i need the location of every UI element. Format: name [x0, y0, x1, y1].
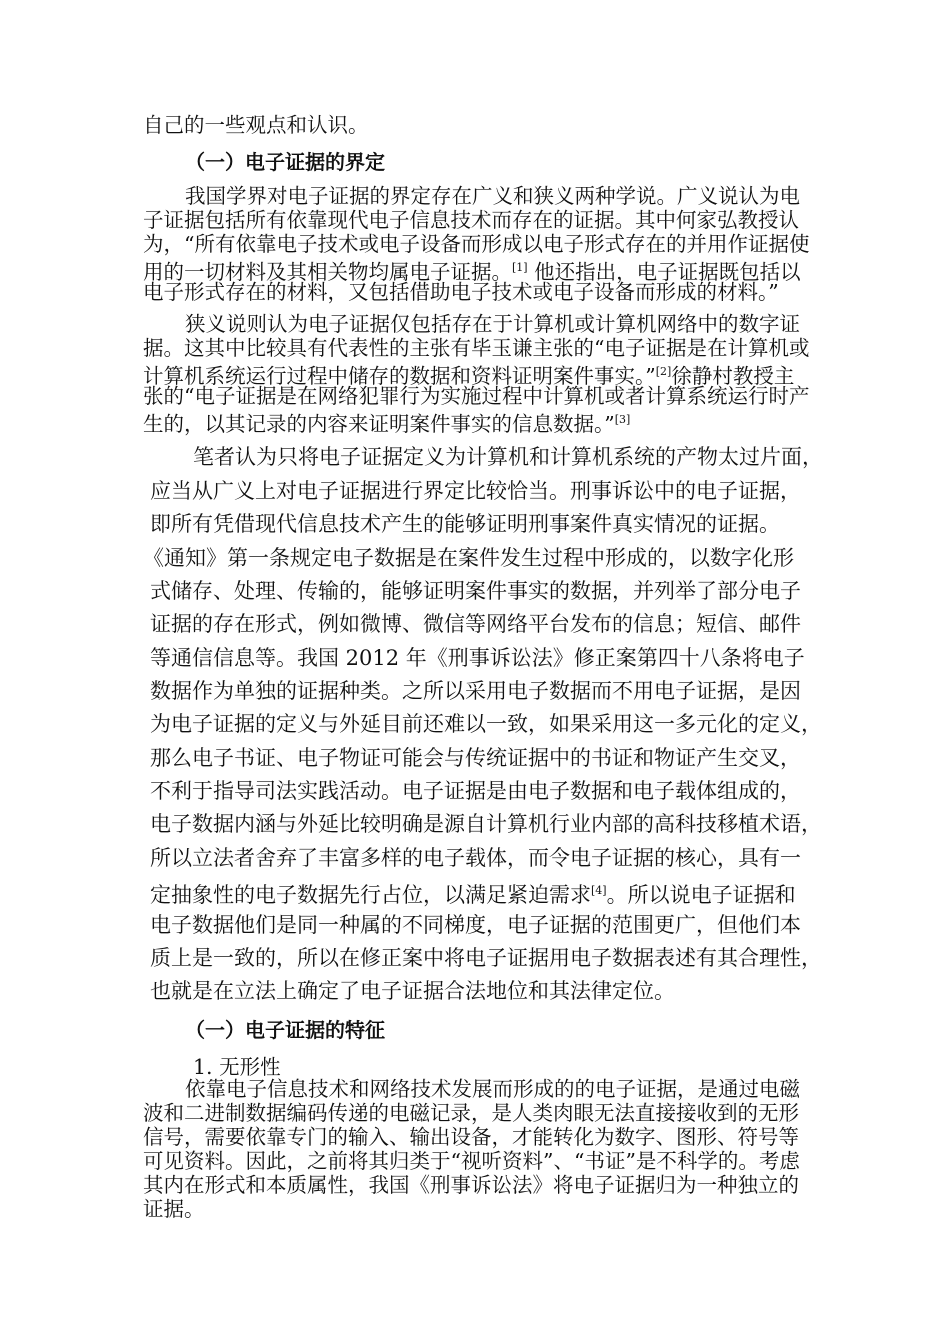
text-line: 电子形式存在的材料，又包括借助电子技术或电子设备而形成的材料。” [143, 280, 779, 304]
text-span: 定抽象性的电子数据先行占位，以满足紧迫需求 [150, 883, 591, 907]
text-line: 我国学界对电子证据的界定存在广义和狭义两种学说。广义说认为电 [185, 184, 800, 208]
text-line: 狭义说则认为电子证据仅包括存在于计算机或计算机网络中的数字证 [185, 312, 800, 336]
section-heading-definition: （一）电子证据的界定 [185, 150, 385, 174]
text-line: 张的“电子证据是在网络犯罪行为实施过程中计算机或者计算系统运行时产 [143, 384, 810, 408]
text-line: 式储存、处理、传输的，能够证明案件事实的数据，并列举了部分电子 [150, 579, 801, 603]
text-span: 他还指出，电子证据既包括以 [527, 260, 801, 284]
citation-ref-2: [2] [655, 365, 672, 378]
text-line: 即所有凭借现代信息技术产生的能够证明刑事案件真实情况的证据。 [150, 512, 780, 536]
text-line: 笔者认为只将电子证据定义为计算机和计算机系统的产物太过片面， [193, 445, 823, 469]
text-line: 证据。 [143, 1197, 205, 1221]
text-line: 所以立法者舍弃了丰富多样的电子载体，而令电子证据的核心，具有一 [150, 846, 801, 870]
text-line [143, 408, 630, 436]
text-line: 为，“所有依靠电子技术或电子设备而形成以电子形式存在的并用作证据使 [143, 232, 810, 256]
section-heading-features: （一）电子证据的特征 [185, 1018, 385, 1042]
text-span: 。所以说电子证据和 [606, 883, 796, 907]
text-line [150, 878, 796, 908]
citation-ref-4: [4] [591, 884, 607, 897]
text-line: 数据作为单独的证据种类。之所以采用电子数据而不用电子证据，是因 [150, 679, 801, 703]
text-line: 子证据包括所有依靠现代电子信息技术而存在的证据。其中何家弘教授认 [143, 208, 799, 232]
text-line: 应当从广义上对电子证据进行界定比较恰当。刑事诉讼中的电子证据， [150, 479, 801, 503]
text-span: 徐静村教授主 [671, 364, 795, 388]
text-line: 那么电子书证、电子物证可能会与传统证据中的书证和物证产生交叉， [150, 746, 801, 770]
text-line: 质上是一致的，所以在修正案中将电子证据用电子数据表述有其合理性， [150, 946, 822, 970]
text-line: 等通信信息等。我国 2012 年《刑事诉讼法》修正案第四十八条将电子 [150, 646, 805, 670]
text-line: 据。这其中比较具有代表性的主张有毕玉谦主张的“电子证据是在计算机或 [143, 336, 810, 360]
citation-ref-3: [3] [614, 413, 631, 426]
text-line: 信号，需要依靠专门的输入、输出设备，才能转化为数字、图形、符号等 [143, 1125, 799, 1149]
text-line: 证据的存在形式，例如微博、微信等网络平台发布的信息；短信、邮件 [150, 612, 801, 636]
text-span: 计算机系统运行过程中储存的数据和资料证明案件事实。” [143, 364, 656, 388]
text-line: 为电子证据的定义与外延目前还难以一致，如果采用这一多元化的定义， [150, 712, 822, 736]
text-line: 波和二进制数据编码传递的电磁记录，是人类肉眼无法直接接收到的无形 [143, 1101, 799, 1125]
text-span: 用的一切材料及其相关物均属电子证据。 [143, 260, 512, 284]
text-line: 其内在形式和本质属性，我国《刑事诉讼法》将电子证据归为一种独立的 [143, 1173, 799, 1197]
text-line: 不利于指导司法实践活动。电子证据是由电子数据和电子载体组成的， [150, 779, 801, 803]
text-line: 依靠电子信息技术和网络技术发展而形成的的电子证据，是通过电磁 [185, 1077, 800, 1101]
subheading-intangibility: 1. 无形性 [193, 1055, 281, 1079]
text-span: 生的，以其记录的内容来证明案件事实的信息数据。” [143, 412, 615, 436]
text-line: 电子数据他们是同一种属的不同梯度，电子证据的范围更广，但他们本 [150, 913, 801, 937]
text-line: 可见资料。因此，之前将其归类于“视听资料”、“书证”是不科学的。考虑 [143, 1149, 800, 1173]
text-line: 电子数据内涵与外延比较明确是源自计算机行业内部的高科技移植术语， [150, 812, 822, 836]
text-line: 也就是在立法上确定了电子证据合法地位和其法律定位。 [150, 979, 675, 1003]
citation-ref-1: [1] [512, 261, 528, 274]
text-line: 《通知》第一条规定电子数据是在案件发生过程中形成的，以数字化形 [143, 546, 794, 570]
intro-tail-line: 自己的一些观点和认识。 [143, 113, 369, 137]
